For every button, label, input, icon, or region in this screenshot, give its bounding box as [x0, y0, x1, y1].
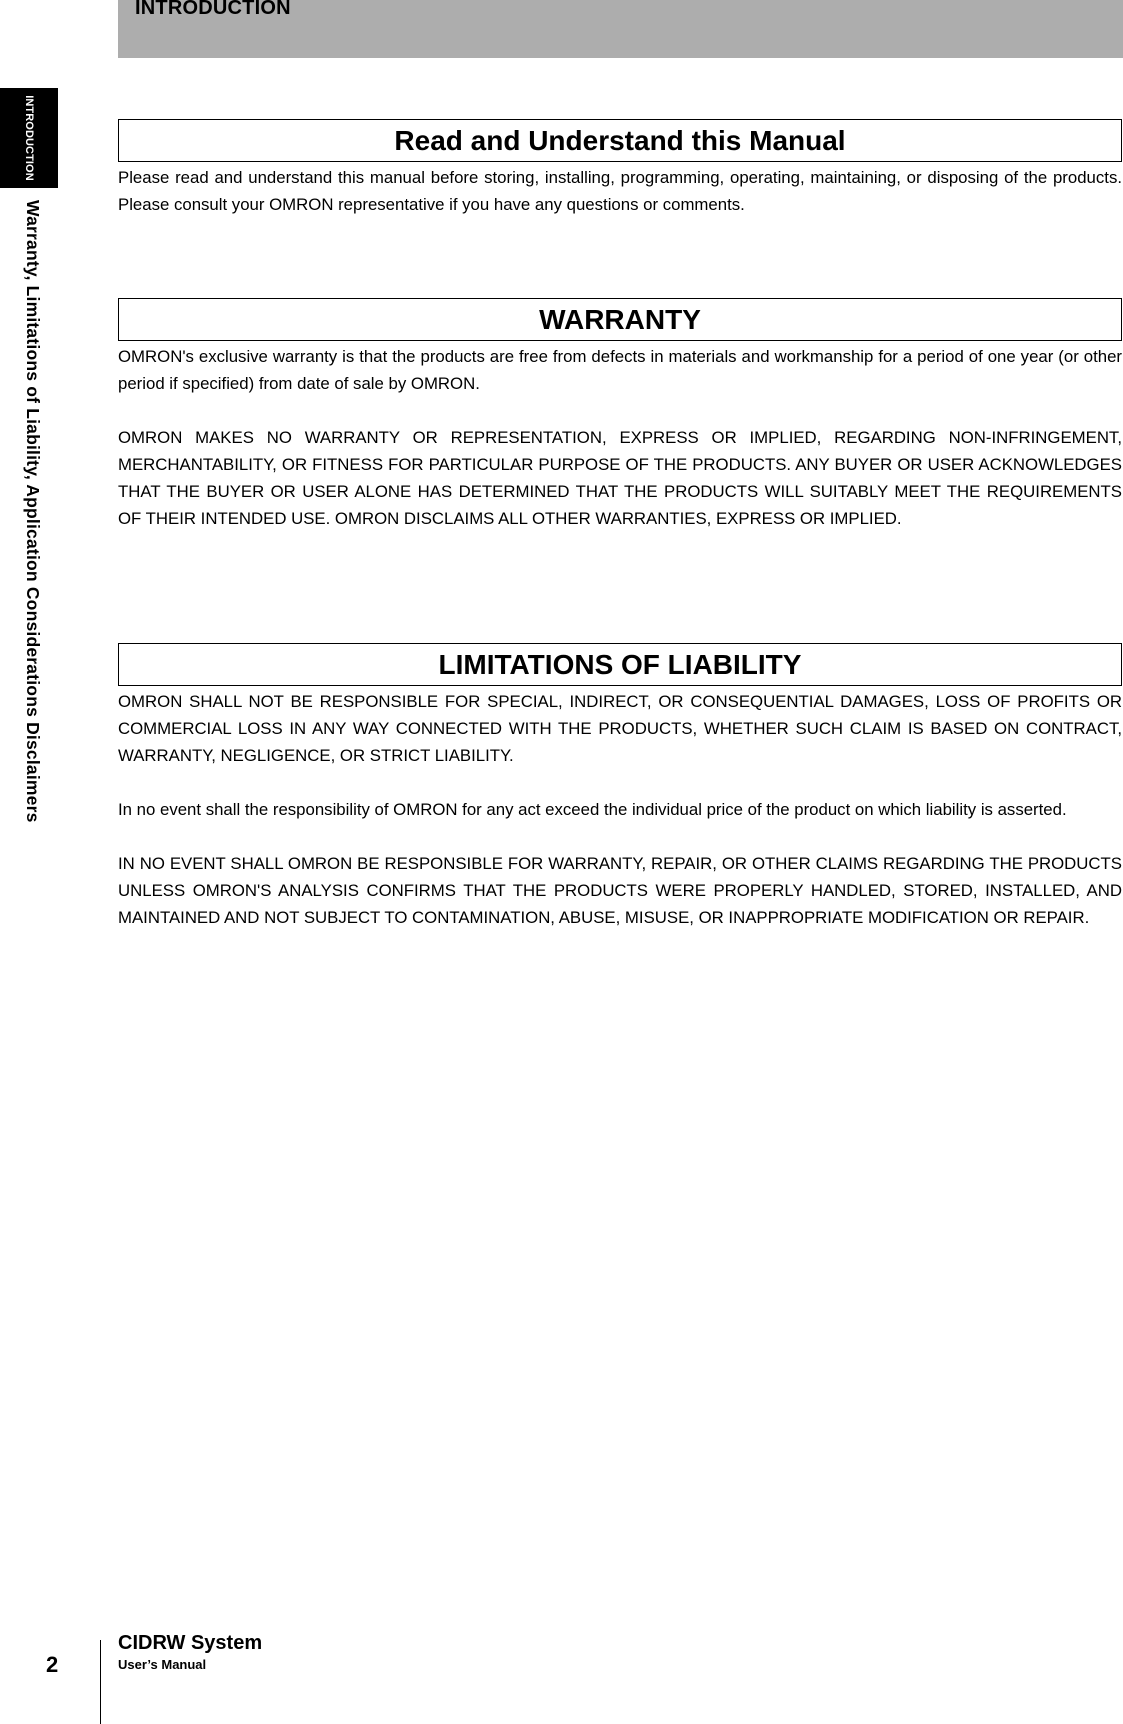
read-paragraph: Please read and understand this manual before storing, installing, programming, operating, maintaining, or disposing of the products. Please consult your OMRON representative if you have any questions or comments.	[118, 168, 1122, 214]
footer-subtitle: User’s Manual	[118, 1657, 207, 1672]
page-number: 2	[46, 1652, 59, 1677]
side-section-label: Warranty, Limitations of Liability, Application Considerations Disclaimers	[23, 200, 43, 823]
footer-title: CIDRW System	[118, 1632, 263, 1654]
liability-paragraph-3: IN NO EVENT SHALL OMRON BE RESPONSIBLE FOR WARRANTY, REPAIR, OR OTHER CLAIMS REGARDING THE PRODUCTS UNLESS OMRON'S ANALYSIS CONFIRMS THAT THE PRODUCTS WERE PROPERLY HANDLED, STORED, INSTALLED, AND MAINTAINED AND NOT SUBJECT TO CONTAMINATION, ABUSE, MISUSE, OR INAPPROPRIATE MODIFICATION OR REPAIR.	[118, 854, 1122, 927]
section-read	[118, 119, 1122, 218]
side-tab-label: INTRODUCTION	[23, 95, 35, 181]
section-liability	[118, 643, 1122, 931]
section-heading-warranty: WARRANTY	[118, 298, 1122, 341]
warranty-paragraph-2: OMRON MAKES NO WARRANTY OR REPRESENTATION, EXPRESS OR IMPLIED, REGARDING NON-INFRINGEMENT, MERCHANTABILITY, OR FITNESS FOR PARTICULAR PURPOSE OF THE PRODUCTS. ANY BUYER OR USER ACKNOWLEDGES THAT THE BUYER OR USER ALONE HAS DETERMINED THAT THE PRODUCTS WILL SUITABLY MEET THE REQUIREMENTS OF THEIR INTENDED USE. OMRON DISCLAIMS ALL OTHER WARRANTIES, EXPRESS OR IMPLIED.	[118, 428, 1122, 528]
side-tab	[0, 88, 58, 188]
warranty-paragraph-1: OMRON's exclusive warranty is that the products are free from defects in materials and workmanship for a period of one year (or other period if specified) from date of sale by OMRON.	[118, 347, 1122, 393]
section-heading-liability: LIMITATIONS OF LIABILITY	[118, 643, 1122, 686]
header-title: INTRODUCTION	[135, 0, 291, 19]
footer-divider	[100, 1640, 101, 1724]
section-heading-read: Read and Understand this Manual	[118, 119, 1122, 162]
liability-paragraph-2: In no event shall the responsibility of OMRON for any act exceed the individual price of the product on which liability is asserted.	[118, 800, 1067, 819]
section-warranty	[118, 298, 1122, 532]
liability-paragraph-1: OMRON SHALL NOT BE RESPONSIBLE FOR SPECIAL, INDIRECT, OR CONSEQUENTIAL DAMAGES, LOSS OF PROFITS OR COMMERCIAL LOSS IN ANY WAY CONNECTED WITH THE PRODUCTS, WHETHER SUCH CLAIM IS BASED ON CONTRACT, WARRANTY, NEGLIGENCE, OR STRICT LIABILITY.	[118, 692, 1122, 765]
page-header	[118, 0, 1123, 58]
